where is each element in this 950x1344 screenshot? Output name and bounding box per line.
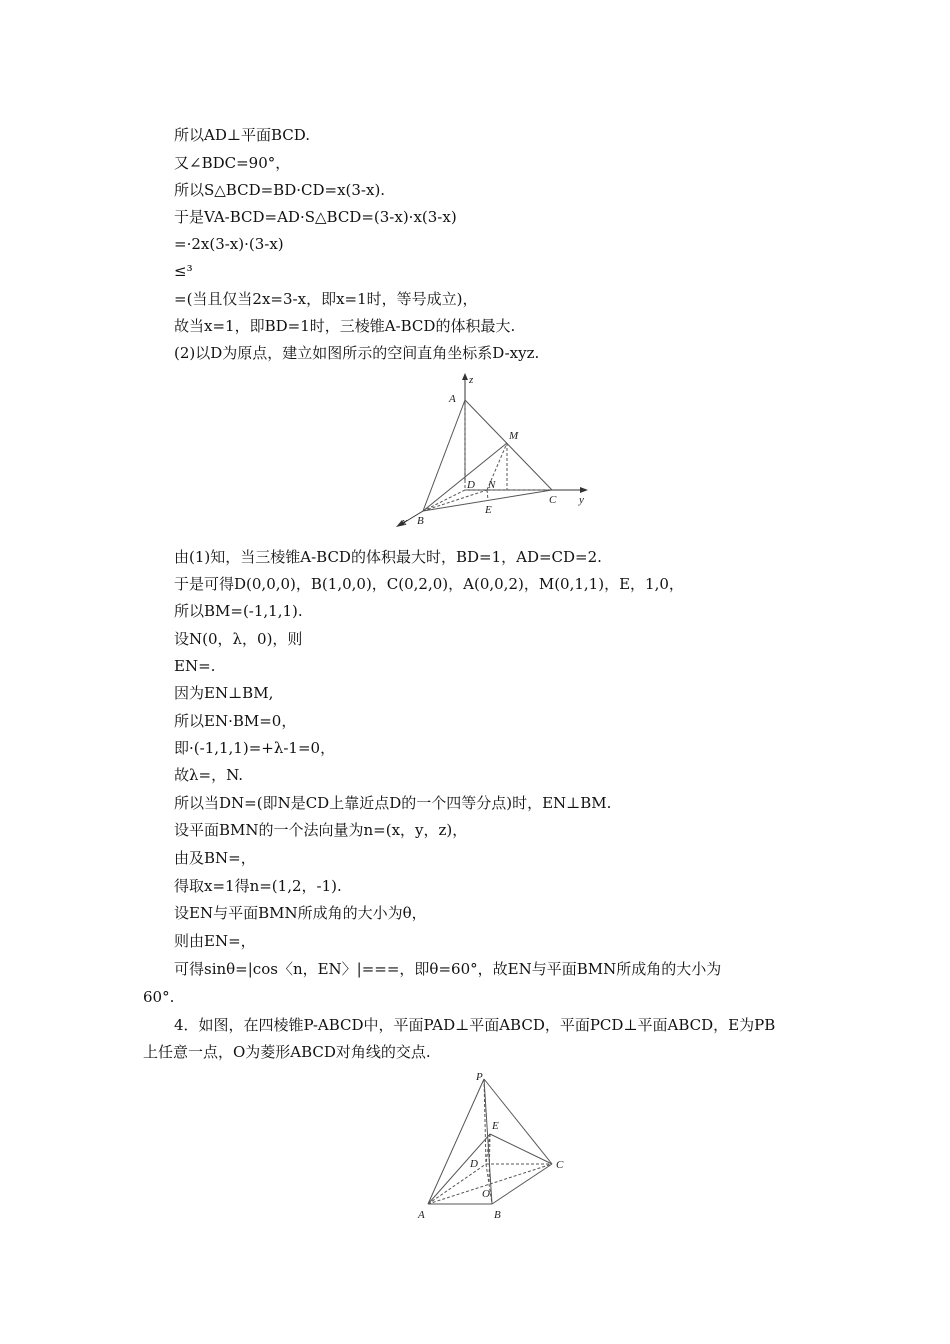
text-line: 于是可得D(0,0,0)，B(1,0,0)，C(0,2,0)，A(0,0,2)，M(0,1,1)，E，1,0，	[174, 575, 684, 593]
label-x: x	[402, 516, 407, 528]
edge-BC	[492, 1164, 552, 1204]
text-line: EN=.	[174, 657, 216, 675]
pyramid-figure	[410, 1068, 590, 1224]
text-line: 又∠BDC=90°，	[174, 154, 291, 172]
text-line: 即·(-1,1,1)=+λ-1=0，	[174, 739, 336, 757]
label-C: C	[556, 1159, 564, 1171]
label-O: O	[482, 1188, 490, 1200]
edge-PA	[428, 1079, 484, 1204]
label-N: N	[488, 479, 496, 491]
text-line: 设N(0，λ，0)，则	[174, 630, 303, 648]
text-line: =(当且仅当2x=3-x，即x=1时，等号成立)，	[174, 290, 478, 308]
label-D: D	[467, 479, 475, 491]
text-line: 由(1)知，当三棱锥A-BCD的体积最大时，BD=1，AD=CD=2.	[174, 548, 602, 566]
text-line: 所以EN·BM=0，	[174, 712, 297, 730]
label-E: E	[492, 1120, 499, 1132]
text-line: 设EN与平面BMN所成角的大小为θ，	[174, 904, 427, 922]
text-line: 所以BM=(-1,1,1).	[174, 602, 303, 620]
label-A: A	[449, 393, 456, 405]
text-line: 故λ=，N.	[174, 766, 244, 784]
label-B: B	[494, 1209, 501, 1221]
text-line: 60°.	[143, 988, 175, 1006]
z-axis-arrow	[462, 373, 468, 380]
text-line: 则由EN=，	[174, 932, 256, 950]
edge-AC	[465, 400, 552, 490]
text-line: ≤³	[174, 262, 193, 280]
segment-BN	[423, 490, 487, 511]
segment-EC	[490, 1134, 552, 1164]
label-A: A	[418, 1209, 425, 1221]
label-P: P	[476, 1071, 483, 1083]
text-line: 4．如图，在四棱锥P-ABCD中，平面PAD⊥平面ABCD，平面PCD⊥平面ABCD，E为PB	[174, 1016, 776, 1034]
text-line: 可得sinθ=|cos〈n，EN〉|===，即θ=60°，故EN与平面BMN所成角的大小为	[174, 960, 722, 978]
label-C: C	[549, 494, 557, 506]
text-line: 上任意一点，O为菱形ABCD对角线的交点.	[143, 1043, 431, 1061]
label-E: E	[485, 504, 492, 516]
tetrahedron-figure	[390, 368, 600, 530]
text-line: 故当x=1，即BD=1时，三棱锥A-BCD的体积最大.	[174, 317, 516, 335]
text-line: 所以AD⊥平面BCD.	[174, 126, 311, 144]
segment-NE	[487, 490, 488, 500]
text-line: (2)以D为原点，建立如图所示的空间直角坐标系D-xyz.	[174, 344, 540, 362]
text-line: 所以当DN=(即N是CD上靠近点D的一个四等分点)时，EN⊥BM.	[174, 794, 612, 812]
y-axis-arrow	[580, 487, 588, 493]
text-line: 于是VA-BCD=AD·S△BCD=(3-x)·x(3-x)	[174, 208, 457, 226]
label-D: D	[470, 1158, 478, 1170]
text-line: =·2x(3-x)·(3-x)	[174, 235, 284, 253]
text-line: 因为EN⊥BM,	[174, 684, 274, 702]
label-M: M	[509, 430, 519, 442]
label-B: B	[417, 515, 424, 527]
label-z: z	[469, 374, 474, 386]
text-line: 所以S△BCD=BD·CD=x(3-x).	[174, 181, 386, 199]
label-y: y	[579, 494, 584, 506]
text-line: 设平面BMN的一个法向量为n=(x，y，z)，	[174, 821, 468, 839]
text-line: 得取x=1得n=(1,2，-1).	[174, 877, 342, 895]
text-line: 由及BN=，	[174, 849, 256, 867]
